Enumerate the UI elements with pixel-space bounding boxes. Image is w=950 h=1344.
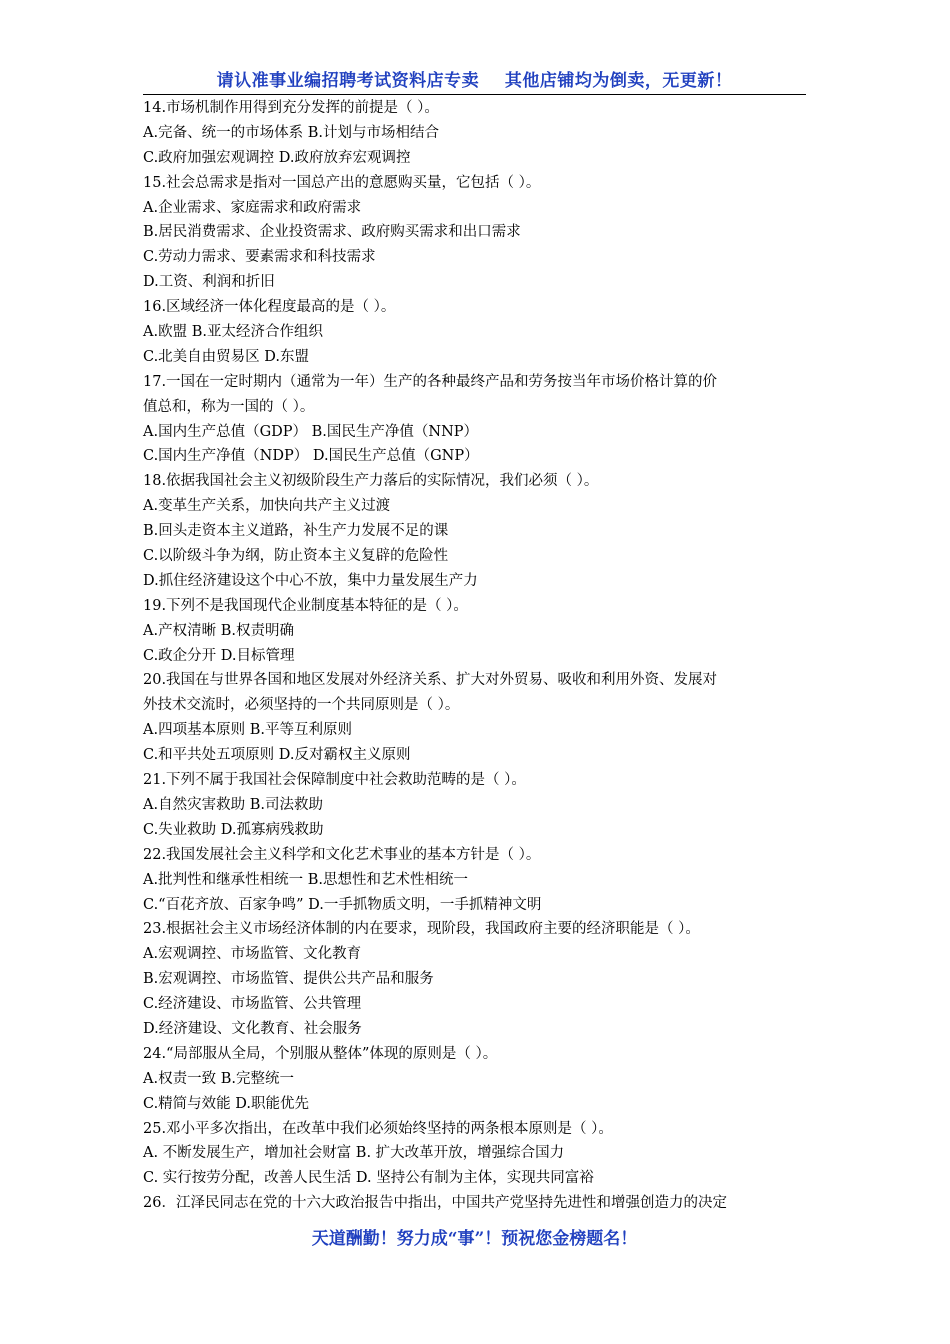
text-line: 20.我国在与世界各国和地区发展对外经济关系、扩大对外贸易、吸收和利用外资、发展对 [143,672,718,689]
text-line: C.政府加强宏观调控 D.政府放弃宏观调控 [143,149,411,166]
text-line: B.回头走资本主义道路，补生产力发展不足的课 [143,523,449,540]
text-line: C.国内生产净值（NDP） D.国民生产总值（GNP） [143,448,479,465]
text-line: 22.我国发展社会主义科学和文化艺术事业的基本方针是（ ）。 [143,846,541,863]
page-header-notice: 请认准事业编招聘考试资料店专卖 其他店铺均为倒卖，无更新！ [216,71,733,91]
text-line: 15.社会总需求是指对一国总产出的意愿购买量，它包括（ ）。 [143,174,541,191]
text-line: 17.一国在一定时期内（通常为一年）生产的各种最终产品和劳务按当年市场价格计算的价 [143,373,718,390]
text-line: 25.邓小平多次指出，在改革中我们必须始终坚持的两条根本原则是（ ）。 [143,1120,613,1137]
text-line: 26．江泽民同志在党的十六大政治报告中指出，中国共产党坚持先进性和增强创造力的决定 [143,1195,727,1212]
text-line: C. 实行按劳分配，改善人民生活 D. 坚持公有制为主体，实现共同富裕 [143,1170,594,1187]
text-line: D.经济建设、文化教育、社会服务 [143,1020,362,1037]
text-line: A.产权清晰 B.权责明确 [143,622,294,639]
text-line: 18.依据我国社会主义初级阶段生产力落后的实际情况，我们必须（ ）。 [143,473,599,490]
text-line: A.完备、统一的市场体系 B.计划与市场相结合 [143,124,439,141]
text-line: A.权责一致 B.完整统一 [143,1070,294,1087]
text-line: A.批判性和继承性相统一 B.思想性和艺术性相统一 [143,871,468,888]
text-line: C.失业救助 D.孤寡病残救助 [143,821,324,838]
text-line: A.四项基本原则 B.平等互利原则 [143,722,352,739]
text-line: D.抓住经济建设这个中心不放，集中力量发展生产力 [143,572,478,589]
header-divider [143,94,806,95]
text-line: A.欧盟 B.亚太经济合作组织 [143,324,323,341]
text-line: A.变革生产关系，加快向共产主义过渡 [143,498,391,515]
text-line: D.工资、利润和折旧 [143,274,275,291]
text-line: C.劳动力需求、要素需求和科技需求 [143,249,376,266]
text-line: 16.区域经济一体化程度最高的是（ ）。 [143,299,396,316]
page-footer-motto: 天道酬勤！努力成“事”！预祝您金榜题名！ [311,1229,638,1249]
text-line: C.和平共处五项原则 D.反对霸权主义原则 [143,747,411,764]
text-line: A.自然灾害救助 B.司法救助 [143,796,323,813]
text-line: B.居民消费需求、企业投资需求、政府购买需求和出口需求 [143,224,521,241]
text-line: A. 不断发展生产，增加社会财富 B. 扩大改革开放，增强综合国力 [143,1145,565,1162]
text-line: C.“百花齐放、百家争鸣” D.一手抓物质文明，一手抓精神文明 [143,896,542,913]
text-line: 21.下列不属于我国社会保障制度中社会救助范畴的是（ ）。 [143,772,526,789]
text-line: 23.根据社会主义市场经济体制的内在要求，现阶段，我国政府主要的经济职能是（ ）。 [143,921,700,938]
text-line: A.宏观调控、市场监管、文化教育 [143,946,362,963]
text-line: C.精简与效能 D.职能优先 [143,1095,310,1112]
text-line: 14.市场机制作用得到充分发挥的前提是（ ）。 [143,100,439,116]
text-line: C.以阶级斗争为纲，防止资本主义复辟的危险性 [143,548,449,565]
text-line: C.政企分开 D.目标管理 [143,647,295,664]
document-body [143,96,811,1216]
text-line: 24.“局部服从全局，个别服从整体”体现的原则是（ ）。 [143,1045,498,1062]
text-line: C.经济建设、市场监管、公共管理 [143,996,362,1013]
text-line: C.北美自由贸易区 D.东盟 [143,348,310,365]
text-line: 值总和，称为一国的（ ）。 [143,398,315,415]
text-line: B.宏观调控、市场监管、提供公共产品和服务 [143,971,434,988]
text-line: A.国内生产总值（GDP） B.国民生产净值（NNP） [143,423,479,440]
text-line: 外技术交流时，必须坚持的一个共同原则是（ ）。 [143,697,460,714]
text-line: A.企业需求、家庭需求和政府需求 [143,199,362,216]
text-line: 19.下列不是我国现代企业制度基本特征的是（ ）。 [143,597,468,614]
